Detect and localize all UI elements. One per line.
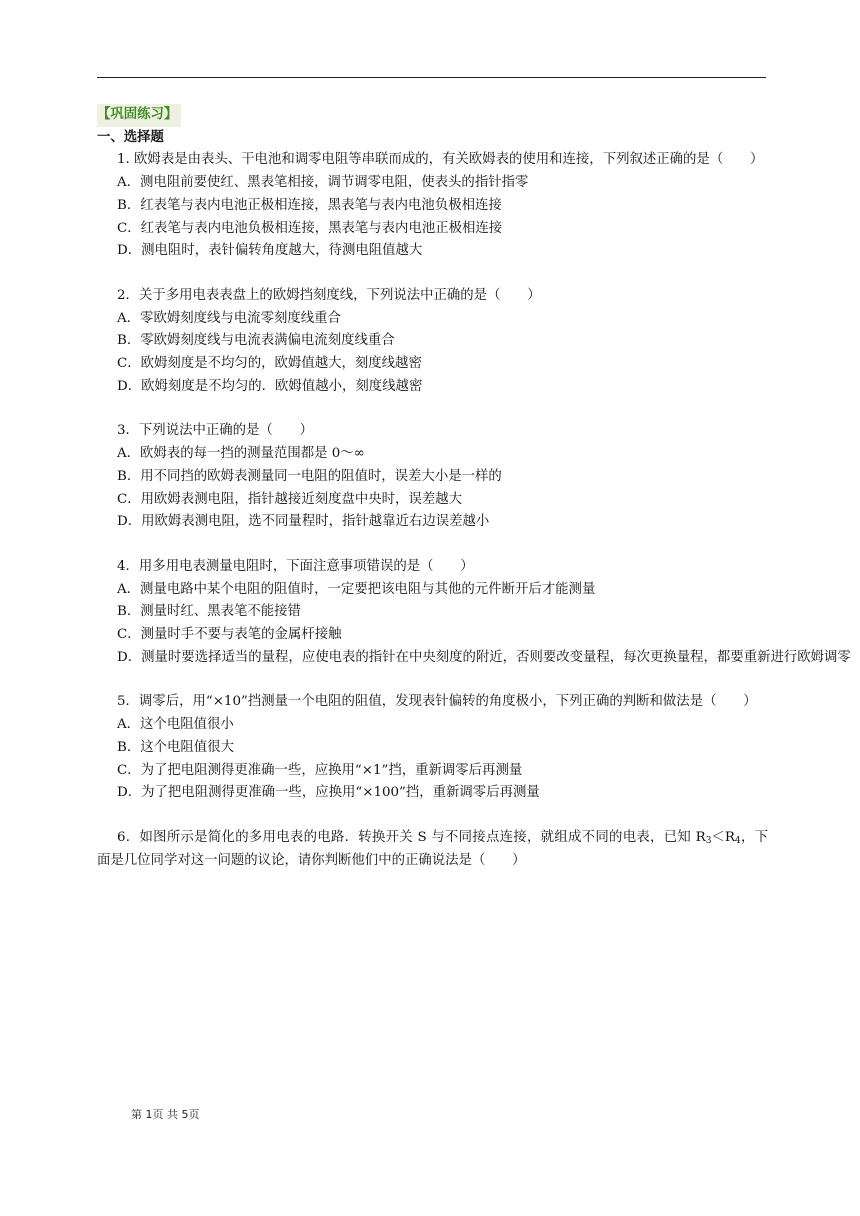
question-6-text-b: ＜R <box>711 829 735 845</box>
question-stem: 2．关于多用电表表盘上的欧姆挡刻度线，下列说法中正确的是（ ） <box>117 287 541 303</box>
answer-option: B．测量时红、黑表笔不能接错 <box>117 604 301 620</box>
question-4 <box>97 556 851 670</box>
document-body <box>97 104 851 872</box>
question-list <box>97 149 851 805</box>
answer-option: A．这个电阻值很小 <box>117 717 234 733</box>
answer-option: B．红表笔与表内电池正极相连接，黑表笔与表内电池负极相连接 <box>117 197 502 213</box>
answer-option: D．用欧姆表测电阻，选不同量程时，指针越靠近右边误差越小 <box>117 514 490 530</box>
answer-option: B．这个电阻值很大 <box>117 739 234 755</box>
page-footer: 第 1页 共 5页 <box>131 1108 200 1121</box>
question-stem: 5．调零后，用“×10”挡测量一个电阻的阻值，发现表针偏转的角度极小，下列正确的判断和做法是（ ） <box>117 694 757 710</box>
answer-option: B．零欧姆刻度线与电流表满偏电流刻度线重合 <box>117 333 395 349</box>
question-6-text-c: ，下面是几位同学对这一问题的议论，请你判断他们中的正确说法是（ ） <box>97 829 769 868</box>
answer-option: D．欧姆刻度是不均匀的．欧姆值越小，刻度线越密 <box>117 378 423 394</box>
subscript-3: 3 <box>705 835 712 846</box>
question-5 <box>97 691 768 805</box>
answer-option: A．欧姆表的每一挡的测量范围都是 0～∞ <box>117 446 365 462</box>
answer-option: C．为了把电阻测得更准确一些，应换用“×1”挡，重新调零后再测量 <box>117 762 523 778</box>
question-1 <box>97 149 768 263</box>
question-6 <box>97 827 768 872</box>
section-heading: 一、选择题 <box>97 129 164 145</box>
answer-option: D．为了把电阻测得更准确一些，应换用“×100”挡，重新调零后再测量 <box>117 785 540 801</box>
question-3 <box>97 420 768 534</box>
answer-option: C．用欧姆表测电阻，指针越接近刻度盘中央时，误差越大 <box>117 491 463 507</box>
answer-option: D．测量时要选择适当的量程，应使电表的指针在中央刻度的附近，否则要改变量程，每次更换量程，都要重新进行欧姆调零 <box>117 649 851 665</box>
subscript-4: 4 <box>734 835 741 846</box>
header-rule <box>97 77 766 78</box>
answer-option: B．用不同挡的欧姆表测量同一电阻的阻值时，误差大小是一样的 <box>117 468 502 484</box>
answer-option: C．欧姆刻度是不均匀的，欧姆值越大，刻度线越密 <box>117 356 422 372</box>
answer-option: D．测电阻时，表针偏转角度越大，待测电阻值越大 <box>117 243 423 259</box>
answer-option: A．零欧姆刻度线与电流零刻度线重合 <box>117 310 341 326</box>
answer-option: A．测量电路中某个电阻的阻值时，一定要把该电阻与其他的元件断开后才能测量 <box>117 581 596 597</box>
section-label: 【巩固练习】 <box>97 104 181 127</box>
question-2 <box>97 285 768 399</box>
answer-option: C．测量时手不要与表笔的金属杆接触 <box>117 627 342 643</box>
question-stem: 4．用多用电表测量电阻时，下面注意事项错误的是（ ） <box>117 558 474 574</box>
question-6-text-a: 6．如图所示是简化的多用电表的电路．转换开关 S 与不同接点连接，就组成不同的电表，已知 R <box>117 829 706 845</box>
question-stem: 1. 欧姆表是由表头、干电池和调零电阻等串联而成的，有关欧姆表的使用和连接，下列叙述正确的是（ ） <box>117 152 764 168</box>
answer-option: A．测电阻前要使红、黑表笔相接，调节调零电阻，使表头的指针指零 <box>117 175 529 191</box>
question-stem: 3．下列说法中正确的是（ ） <box>117 423 313 439</box>
answer-option: C．红表笔与表内电池负极相连接，黑表笔与表内电池正极相连接 <box>117 220 503 236</box>
